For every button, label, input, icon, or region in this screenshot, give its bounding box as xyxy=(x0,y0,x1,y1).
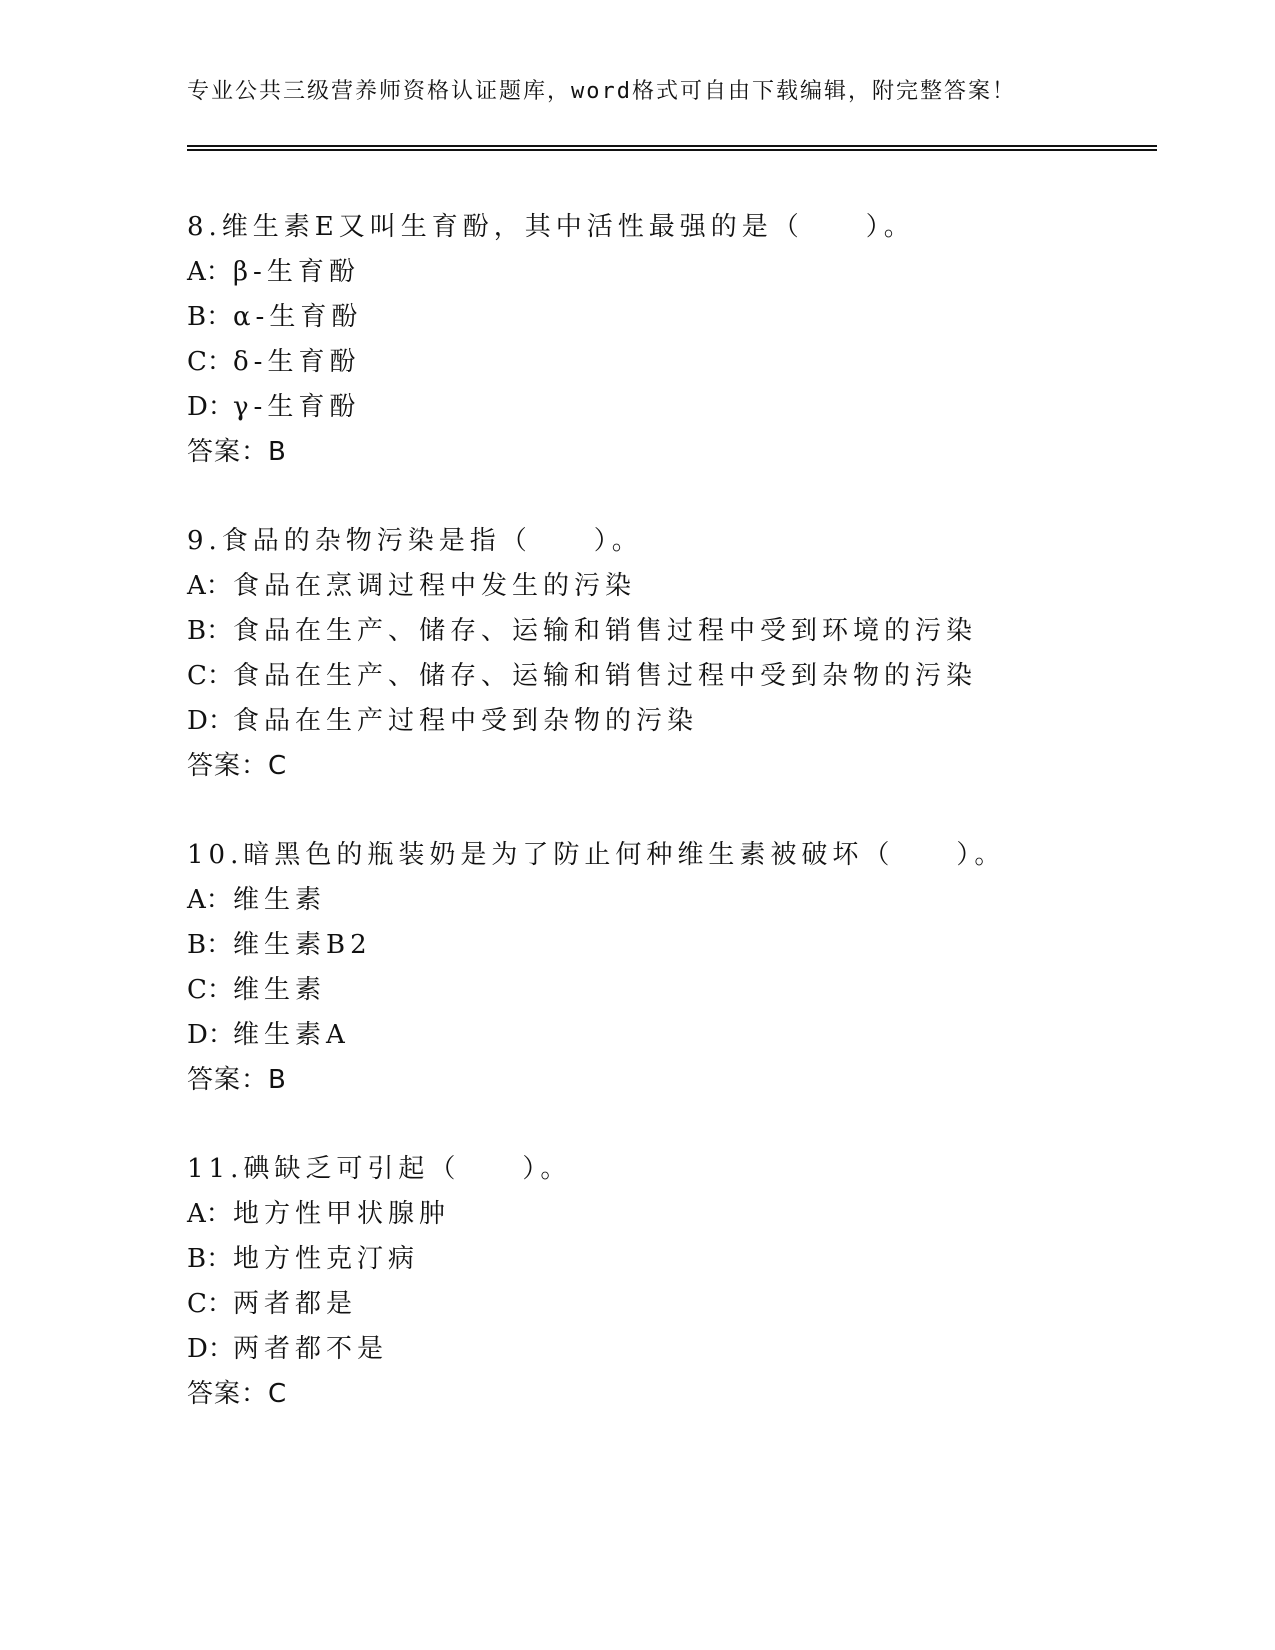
option-c xyxy=(187,968,1187,1013)
option-text: 食品在生产过程中受到杂物的污染 xyxy=(233,706,699,736)
question-8 xyxy=(187,205,1187,475)
option-a xyxy=(187,1192,1187,1237)
option-text: δ-生育酚 xyxy=(233,347,361,377)
option-d xyxy=(187,699,1187,744)
option-letter: A： xyxy=(187,1199,232,1229)
option-b xyxy=(187,295,1187,340)
answer-line: 答案：B xyxy=(187,1065,287,1095)
question-11 xyxy=(187,1147,1187,1417)
document-header: 专业公共三级营养师资格认证题库，word格式可自由下载编辑，附完整答案！ xyxy=(187,79,1016,104)
option-text: 两者都是 xyxy=(233,1289,358,1319)
option-letter: B： xyxy=(187,1244,233,1274)
option-text: 维生素 xyxy=(233,885,327,915)
option-a xyxy=(187,250,1187,295)
option-letter: A： xyxy=(187,885,232,915)
header-divider xyxy=(187,145,1157,151)
option-c xyxy=(187,340,1187,385)
option-text: α-生育酚 xyxy=(233,302,363,332)
option-letter: B： xyxy=(187,616,233,646)
option-letter: C： xyxy=(187,661,233,691)
question-list xyxy=(187,205,1187,1461)
question-stem: 9.食品的杂物污染是指（ ）。 xyxy=(187,526,643,556)
option-text: β-生育酚 xyxy=(233,257,360,287)
option-letter: D： xyxy=(187,1020,234,1050)
option-text: 地方性甲状腺肿 xyxy=(233,1199,451,1229)
option-letter: C： xyxy=(187,347,233,377)
option-letter: A： xyxy=(187,257,232,287)
option-a xyxy=(187,878,1187,923)
option-b xyxy=(187,923,1187,968)
option-letter: C： xyxy=(187,1289,233,1319)
answer-line: 答案：C xyxy=(187,751,288,781)
option-letter: B： xyxy=(187,930,233,960)
question-9 xyxy=(187,519,1187,789)
option-c xyxy=(187,1282,1187,1327)
option-letter: D： xyxy=(187,706,234,736)
option-text: 维生素B2 xyxy=(233,930,372,960)
option-c xyxy=(187,654,1187,699)
option-text: 食品在烹调过程中发生的污染 xyxy=(233,571,637,601)
question-10 xyxy=(187,833,1187,1103)
answer-line: 答案：C xyxy=(187,1379,288,1409)
option-d xyxy=(187,1327,1187,1372)
option-letter: D： xyxy=(187,1334,234,1364)
option-text: γ-生育酚 xyxy=(233,392,361,422)
option-text: 两者都不是 xyxy=(233,1334,389,1364)
option-text: 维生素A xyxy=(233,1020,350,1050)
question-stem: 8.维生素E又叫生育酚，其中活性最强的是（ ）。 xyxy=(187,212,915,242)
option-d xyxy=(187,1013,1187,1058)
option-text: 地方性克汀病 xyxy=(233,1244,420,1274)
option-letter: A： xyxy=(187,571,232,601)
question-stem: 11.碘缺乏可引起（ ）。 xyxy=(187,1154,572,1184)
option-letter: B： xyxy=(187,302,233,332)
option-text: 维生素 xyxy=(233,975,327,1005)
option-d xyxy=(187,385,1187,430)
option-a xyxy=(187,564,1187,609)
option-text: 食品在生产、储存、运输和销售过程中受到环境的污染 xyxy=(233,616,978,646)
option-letter: D： xyxy=(187,392,234,422)
option-b xyxy=(187,1237,1187,1282)
option-text: 食品在生产、储存、运输和销售过程中受到杂物的污染 xyxy=(233,661,978,691)
option-b xyxy=(187,609,1187,654)
option-letter: C： xyxy=(187,975,233,1005)
answer-line: 答案：B xyxy=(187,437,287,467)
question-stem: 10.暗黑色的瓶装奶是为了防止何种维生素被破坏（ ）。 xyxy=(187,840,1006,870)
